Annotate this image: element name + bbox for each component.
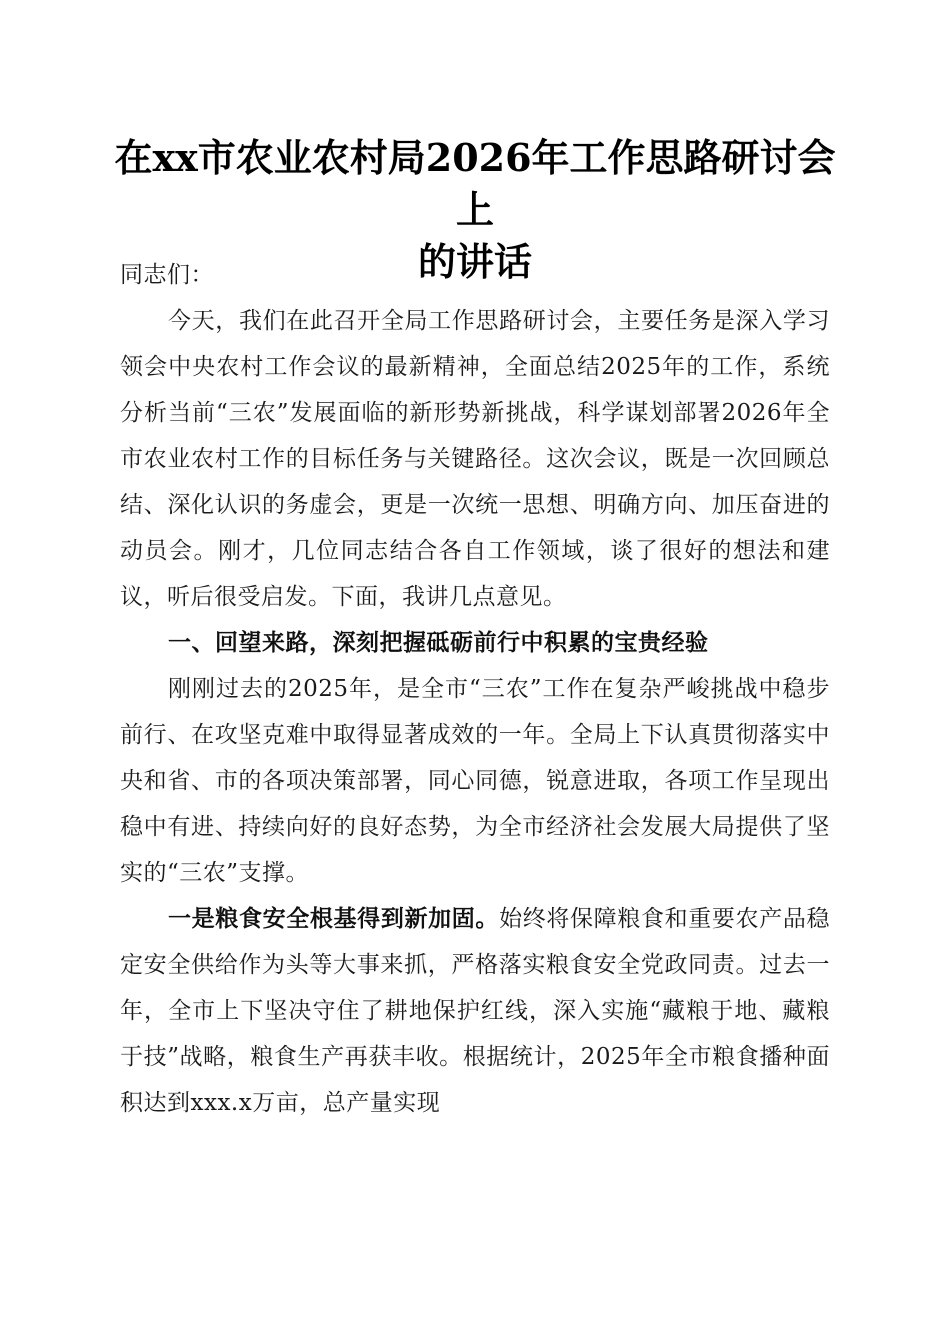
- section-1-point-1-body: 始终将保障粮食和重要农产品稳定安全供给作为头等大事来抓，严格落实粮食安全党政同责。过去一年，全市上下坚决守住了耕地保护红线，深入实施“藏粮于地、藏粮于技”战略，粮食生产再获丰收。根据统计，2025年全市粮食播种面积达到xxx.x万亩，总产量实现: [120, 906, 831, 1116]
- document-body: [120, 252, 830, 1126]
- salutation: 同志们：: [120, 262, 214, 288]
- section-1-point-1-lead: 一是粮食安全根基得到新加固。: [168, 905, 500, 932]
- document-title-line-2: 的讲话: [417, 239, 532, 284]
- section-1-paragraph-1: 刚刚过去的2025年，是全市“三农”工作在复杂严峻挑战中稳步前行、在攻坚克难中取得显著成效的一年。全局上下认真贯彻落实中央和省、市的各项决策部署，同心同德，锐意进取，各项工作呈现出稳中有进、持续向好的良好态势，为全市经济社会发展大局提供了坚实的“三农”支撑。: [120, 676, 830, 886]
- intro-paragraph: 今天，我们在此召开全局工作思路研讨会，主要任务是深入学习领会中央农村工作会议的最新精神，全面总结2025年的工作，系统分析当前“三农”发展面临的新形势新挑战，科学谋划部署2026年全市农业农村工作的目标任务与关键路径。这次会议，既是一次回顾总结、深化认识的务虚会，更是一次统一思想、明确方向、加压奋进的动员会。刚才，几位同志结合各自工作领域，谈了很好的想法和建议，听后很受启发。下面，我讲几点意见。: [120, 308, 830, 610]
- section-1-paragraph-2: [120, 896, 830, 1126]
- document-title-line-1: 在xx市农业农村局2026年工作思路研讨会上: [114, 135, 836, 232]
- section-1-heading: 一、回望来路，深刻把握砥砺前行中积累的宝贵经验: [168, 630, 709, 656]
